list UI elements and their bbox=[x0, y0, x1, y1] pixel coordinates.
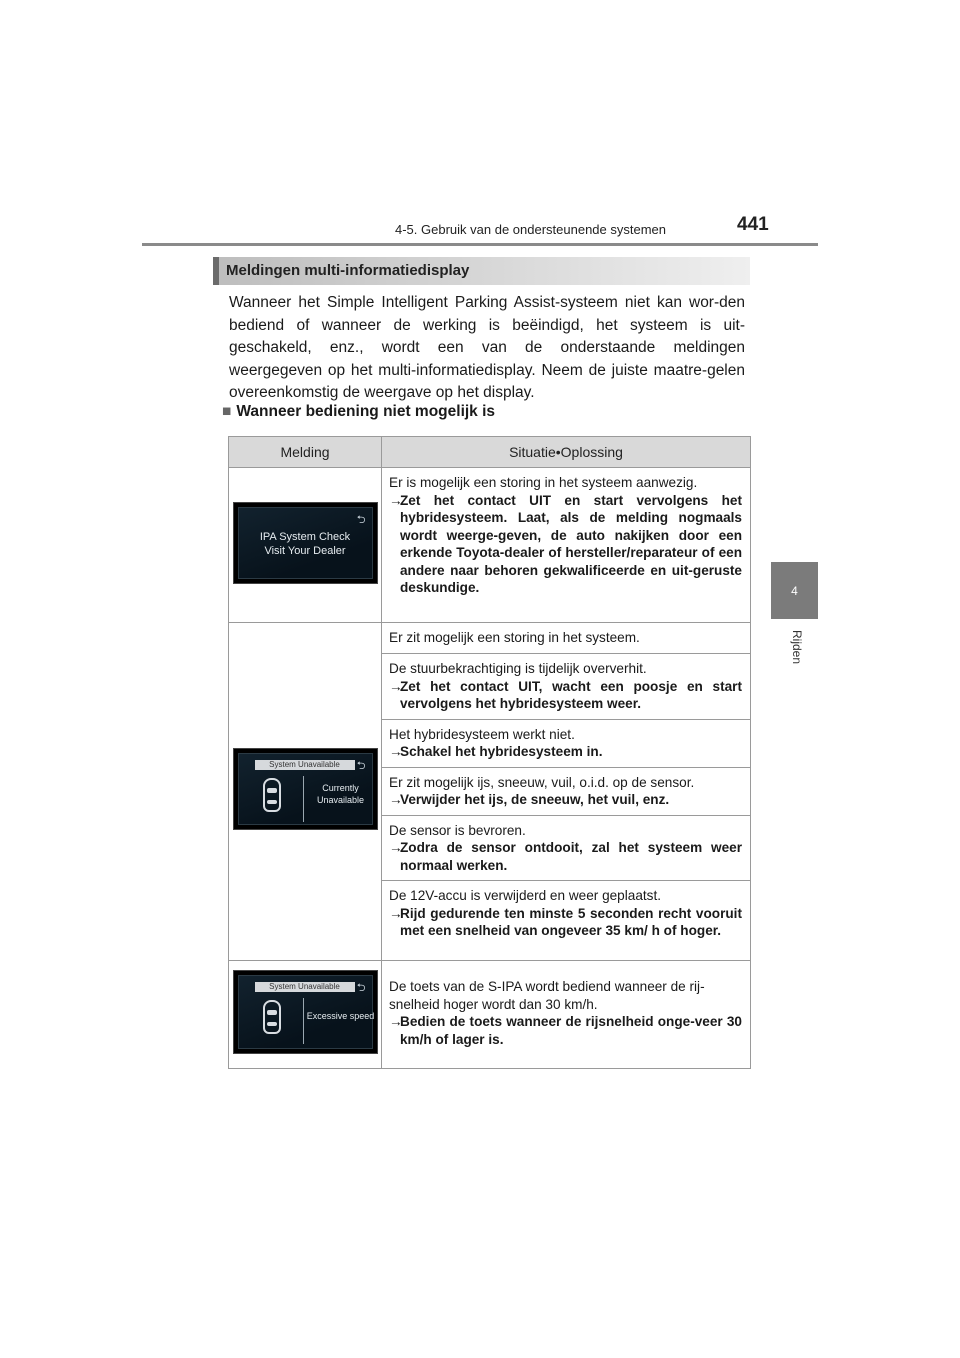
header-divider bbox=[142, 243, 818, 246]
car-icon bbox=[263, 1000, 281, 1034]
arrow-icon: → bbox=[389, 1014, 403, 1029]
arrow-icon: → bbox=[389, 905, 403, 921]
display-screen-excessive-speed bbox=[233, 970, 378, 1054]
section-accent bbox=[213, 257, 219, 285]
subheading bbox=[222, 403, 495, 421]
back-arrow-icon: ⮌ bbox=[356, 760, 366, 773]
display-image-cell bbox=[229, 468, 382, 623]
situation-text: De 12V-accu is verwijderd en weer geplaatst. bbox=[389, 888, 662, 903]
situation-cell bbox=[382, 719, 751, 767]
page-number: 441 bbox=[737, 214, 769, 235]
screen-text-line2: Unavailable bbox=[316, 795, 365, 806]
display-screen-ipa-check bbox=[233, 502, 378, 584]
situation-text: Het hybridesysteem werkt niet. bbox=[389, 726, 575, 742]
screen-text-line1: Excessive speed bbox=[306, 1011, 375, 1022]
table-row bbox=[229, 468, 751, 623]
running-header: 4-5. Gebruik van de ondersteunende systemen bbox=[395, 222, 667, 237]
situation-cell bbox=[382, 961, 751, 1069]
situation-text: De toets van de S-IPA wordt bediend wanneer de rij-snelheid hoger wordt dan 30 km/h. bbox=[389, 979, 705, 1012]
solution-text: Schakel het hybridesysteem in. bbox=[400, 744, 603, 759]
solution-text: Zet het contact UIT, wacht een poosje en start vervolgens het hybridesysteem weer. bbox=[400, 678, 742, 711]
screen-text-line2: Visit Your Dealer bbox=[264, 544, 346, 557]
arrow-icon: → bbox=[389, 792, 403, 807]
arrow-icon: → bbox=[389, 840, 403, 855]
display-image-cell bbox=[229, 961, 382, 1069]
solution-text: Zet het contact UIT en start vervolgens het hybridesysteem. Laat, als de melding nogmaals wordt weerge-geven, de auto nakijken door een erkende Toyota-dealer of hersteller/reparateur of een andere naar behoren gekwalificeerde en uit-geruste deskundige. bbox=[400, 492, 742, 595]
situation-text: Er is mogelijk een storing in het systeem aanwezig. bbox=[389, 475, 698, 490]
situation-text: Er zit mogelijk ijs, sneeuw, vuil, o.i.d. op de sensor. bbox=[389, 774, 695, 790]
situation-cell bbox=[382, 468, 751, 623]
car-icon bbox=[263, 778, 281, 812]
back-arrow-icon: ⮌ bbox=[356, 513, 366, 526]
chapter-tab bbox=[771, 562, 818, 619]
situation-cell bbox=[382, 654, 751, 720]
situation-cell bbox=[382, 767, 751, 815]
solution-text: Zodra de sensor ontdooit, zal het systeem weer normaal werken. bbox=[400, 840, 742, 873]
situation-text: De stuurbekrachtiging is tijdelijk oververhit. bbox=[389, 661, 647, 676]
solution-text: Rijd gedurende ten minste 5 seconden recht vooruit met een snelheid van ongeveer 35 km/ h of hoger. bbox=[400, 905, 742, 938]
table-row bbox=[229, 961, 751, 1069]
table-row bbox=[229, 623, 751, 654]
screen-status-bar: System Unavailable bbox=[255, 760, 355, 770]
arrow-icon: → bbox=[389, 678, 403, 694]
message-table bbox=[228, 436, 751, 1069]
table-header-row bbox=[229, 437, 751, 468]
chapter-label: Rijden bbox=[790, 630, 804, 665]
screen-status-bar: System Unavailable bbox=[255, 982, 355, 992]
back-arrow-icon: ⮌ bbox=[356, 982, 366, 995]
intro-paragraph: Wanneer het Simple Intelligent Parking Assist-systeem niet kan wor-den bediend of wanneer de werking is beëindigd, het systeem is uit-geschakeld, enz., wordt een van de onderstaande meldingen weergegeven op het multi-informatiedisplay. Neem de juiste maatre-gelen overeenkomstig de weergave op het display. bbox=[229, 294, 745, 401]
arrow-icon: → bbox=[389, 492, 403, 508]
solution-text: Bedien de toets wanneer de rijsnelheid onge-veer 30 km/h of lager is. bbox=[400, 1014, 742, 1047]
solution-text: Verwijder het ijs, de sneeuw, het vuil, enz. bbox=[400, 792, 670, 807]
situation-text: De sensor is bevroren. bbox=[389, 822, 526, 838]
situation-text: Er zit mogelijk een storing in het systeem. bbox=[389, 630, 640, 645]
square-bullet-icon: ■ bbox=[222, 403, 232, 420]
display-screen-unavailable bbox=[233, 748, 378, 830]
chapter-number: 4 bbox=[791, 583, 798, 598]
section-title: Meldingen multi-informatiedisplay bbox=[226, 262, 470, 279]
screen-text-line1: IPA System Check bbox=[259, 530, 351, 543]
display-image-cell bbox=[229, 623, 382, 961]
column-header-melding: Melding bbox=[229, 437, 382, 468]
situation-cell bbox=[382, 815, 751, 881]
arrow-icon: → bbox=[389, 744, 403, 759]
subheading-text: Wanneer bediening niet mogelijk is bbox=[236, 403, 496, 420]
screen-text-line1: Currently bbox=[322, 783, 359, 794]
section-heading-bar bbox=[213, 257, 750, 285]
column-header-situatie: Situatie•Oplossing bbox=[382, 437, 751, 468]
situation-cell bbox=[382, 881, 751, 961]
situation-cell bbox=[382, 623, 751, 654]
